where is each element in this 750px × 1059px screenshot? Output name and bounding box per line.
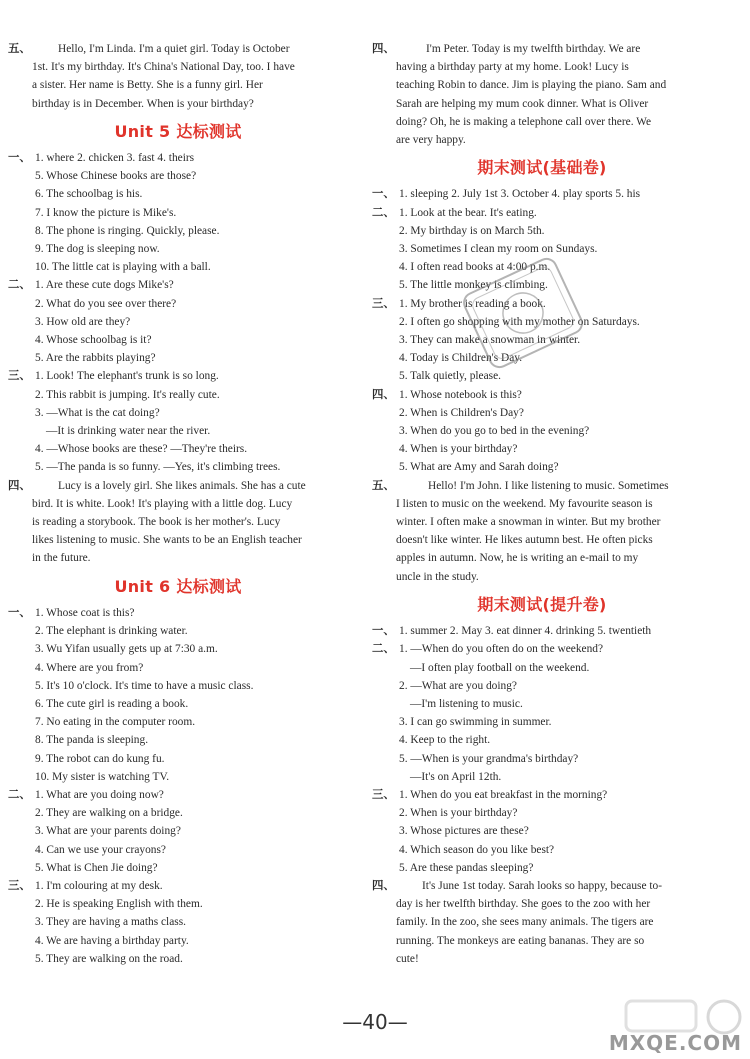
final-adv-group-4 [372, 877, 712, 968]
passage-line: Hello, I'm Linda. I'm a quiet girl. Today is October [58, 43, 290, 55]
passage-line: uncle in the study. [396, 570, 479, 583]
passage-line: are very happy. [396, 134, 466, 147]
unit5-group-1 [8, 149, 348, 276]
answer-line: 2. He is speaking English with them. [35, 898, 203, 911]
group-label: 三、 [8, 370, 31, 383]
answer-line: 4. Today is Children's Day. [399, 352, 523, 365]
group-label: 一、 [8, 606, 31, 619]
answer-line: —It is drinking water near the river. [46, 425, 211, 438]
answer-line: 5. Talk quietly, please. [399, 370, 502, 383]
passage-line: apples in autumn. Now, he is writing an e-mail to my [396, 552, 639, 565]
unit6-title: Unit 6 达标测试 [114, 576, 242, 596]
answer-line: 8. The panda is sleeping. [35, 734, 149, 747]
final-basic-title: 期末测试(基础卷) [477, 158, 607, 178]
answer-line: 1. —When do you often do on the weekend? [399, 643, 604, 656]
group-label: 二、 [8, 279, 31, 292]
group-label: 一、 [372, 625, 395, 638]
passage-line: running. The monkeys are eating bananas. They are so [396, 934, 645, 947]
group-label: 一、 [8, 152, 31, 165]
unit6-group-3 [8, 877, 348, 968]
unit5-group-2 [8, 276, 348, 367]
passage-line: winter. I often make a snowman in winter. But my brother [396, 516, 661, 529]
answer-line: 3. Whose pictures are these? [399, 825, 529, 838]
final-adv-group-2 [372, 640, 712, 786]
page-number: —40— [342, 1010, 408, 1034]
answer-line: 3. How old are they? [35, 315, 131, 328]
answer-line: 1. What are you doing now? [35, 788, 164, 801]
answer-line: 10. The little cat is playing with a ball. [35, 261, 211, 274]
answer-line: 5. What is Chen Jie doing? [35, 861, 158, 874]
answer-line: 1. I'm colouring at my desk. [35, 879, 163, 892]
answer-line: 2. When is your birthday? [399, 807, 518, 820]
answer-line: 3. —What is the cat doing? [35, 406, 160, 419]
answer-line: 2. —What are you doing? [399, 679, 517, 692]
section-label: 五、 [8, 43, 31, 55]
answer-line: —It's on April 12th. [410, 770, 502, 783]
section-5-passage [8, 40, 348, 113]
answer-line: 4. We are having a birthday party. [35, 934, 189, 947]
group-label: 四、 [372, 879, 395, 892]
answer-line: 4. Can we use your crayons? [35, 843, 166, 856]
answer-line: 9. The robot can do kung fu. [35, 752, 165, 765]
answer-line: 1. When do you eat breakfast in the morning? [399, 788, 608, 801]
unit6-group-1 [8, 604, 348, 786]
answer-line: 1. Look at the bear. It's eating. [399, 206, 537, 219]
section-label: 四、 [372, 43, 395, 55]
answer-line: 7. No eating in the computer room. [35, 716, 196, 729]
answer-line: 3. Wu Yifan usually gets up at 7:30 a.m. [35, 643, 218, 656]
answer-line: 4. When is your birthday? [399, 443, 518, 456]
right-column [372, 40, 712, 968]
answer-line: 6. The schoolbag is his. [35, 188, 143, 201]
answer-line: 5. They are walking on the road. [35, 952, 183, 965]
section-4-passage [372, 40, 712, 149]
passage-line: I listen to music on the weekend. My favourite season is [396, 497, 653, 510]
passage-line: It's June 1st today. Sarah looks so happy, because to- [422, 879, 663, 892]
answer-line: 2. My birthday is on March 5th. [399, 224, 545, 237]
passage-line: a sister. Her name is Betty. She is a funny girl. Her [32, 79, 263, 92]
answer-line: 4. I often read books at 4:00 p.m. [399, 261, 551, 274]
passage-line: Sarah are helping my mum cook dinner. What is Oliver [396, 97, 649, 110]
passage-line: doing? Oh, he is making a telephone call over there. We [396, 115, 652, 128]
passage-line: day is her twelfth birthday. She goes to the zoo with her [396, 898, 651, 911]
answer-line: 3. I can go swimming in summer. [399, 716, 552, 729]
unit6-group-2 [8, 786, 348, 877]
passage-line: 1st. It's my birthday. It's China's National Day, too. I have [32, 61, 295, 74]
group-label: 三、 [372, 788, 395, 801]
group-label: 一、 [372, 188, 395, 201]
group-label: 三、 [8, 879, 31, 892]
passage-line: is reading a storybook. The book is her mother's. Lucy [32, 516, 281, 529]
group-label: 三、 [372, 297, 395, 310]
answer-line: 4. Which season do you like best? [399, 843, 555, 856]
answer-line: 2. When is Children's Day? [399, 406, 524, 419]
passage-line: Lucy is a lovely girl. She likes animals. She has a cute [58, 479, 306, 492]
passage-line: family. In the zoo, she sees many animals. The tigers are [396, 916, 654, 929]
group-label: 二、 [8, 788, 31, 801]
answer-line: 8. The phone is ringing. Quickly, please. [35, 224, 220, 237]
group-label: 二、 [372, 206, 395, 219]
answer-line: —I often play football on the weekend. [410, 661, 590, 674]
answer-line: 1. Look! The elephant's trunk is so long. [35, 370, 219, 383]
passage-line: I'm Peter. Today is my twelfth birthday. We are [426, 43, 641, 55]
answer-line: 7. I know the picture is Mike's. [35, 206, 177, 219]
answer-line: 5. Are the rabbits playing? [35, 352, 156, 365]
group-label: 二、 [372, 643, 395, 656]
final-advanced-title: 期末测试(提升卷) [477, 594, 607, 614]
answer-line: 4. —Whose books are these? —They're theirs. [35, 443, 248, 456]
passage-line: in the future. [32, 552, 91, 565]
group-label: 四、 [372, 388, 395, 401]
answer-line: 2. The elephant is drinking water. [35, 625, 188, 638]
passage-line: birthday is in December. When is your birthday? [32, 97, 254, 110]
answer-line: 3. What are your parents doing? [35, 825, 181, 838]
passage-line: teaching Robin to dance. Jim is playing the piano. Sam and [396, 79, 667, 92]
answer-line: 2. They are walking on a bridge. [35, 807, 183, 820]
final-basic-group-4 [372, 386, 712, 477]
answer-line: 5. It's 10 o'clock. It's time to have a music class. [35, 679, 254, 692]
answer-line: 5. Whose Chinese books are those? [35, 170, 197, 183]
answer-line: 3. When do you go to bed in the evening? [399, 425, 590, 438]
answer-line: 5. —When is your grandma's birthday? [399, 752, 579, 765]
unit5-group-4 [8, 477, 348, 568]
passage-line: having a birthday party at my home. Look! Lucy is [396, 61, 629, 74]
passage-line: doesn't like winter. He likes autumn best. He often picks [396, 534, 653, 547]
answer-line: 1. Whose notebook is this? [399, 388, 522, 401]
answer-line: 1. Are these cute dogs Mike's? [35, 279, 174, 292]
group-label: 四、 [8, 479, 31, 492]
answer-line: 3. Sometimes I clean my room on Sundays. [399, 243, 598, 256]
final-basic-group-5 [372, 477, 712, 586]
answer-line: 5. —The panda is so funny. —Yes, it's climbing trees. [35, 461, 281, 474]
left-column [8, 40, 348, 968]
answer-line: 1. Whose coat is this? [35, 606, 135, 619]
watermark-text: MXQE.COM [608, 1031, 742, 1055]
passage-line: cute! [396, 952, 419, 965]
answer-line: 2. I often go shopping with my mother on Saturdays. [399, 315, 640, 328]
answer-line: 1. where 2. chicken 3. fast 4. theirs [35, 152, 195, 165]
passage-line: bird. It is white. Look! It's playing with a little dog. Lucy [32, 497, 293, 510]
answer-line: 5. What are Amy and Sarah doing? [399, 461, 559, 474]
answer-line: 1. sleeping 2. July 1st 3. October 4. play sports 5. his [399, 188, 641, 201]
answer-line: 5. The little monkey is climbing. [399, 279, 548, 292]
final-adv-group-3 [372, 786, 712, 877]
passage-line: likes listening to music. She wants to be an English teacher [32, 534, 302, 547]
passage-line: Hello! I'm John. I like listening to music. Sometimes [428, 479, 669, 492]
answer-line: 1. My brother is reading a book. [399, 297, 546, 310]
unit5-group-3 [8, 367, 348, 476]
answer-line: 4. Whose schoolbag is it? [35, 334, 152, 347]
answer-line: 5. Are these pandas sleeping? [399, 861, 534, 874]
final-basic-group-1 [372, 185, 712, 203]
answer-line: 3. They are having a maths class. [35, 916, 186, 929]
answer-line: 9. The dog is sleeping now. [35, 243, 160, 256]
answer-line: 4. Where are you from? [35, 661, 144, 674]
answer-line: 3. They can make a snowman in winter. [399, 334, 581, 347]
answer-line: 2. What do you see over there? [35, 297, 177, 310]
answer-line: 10. My sister is watching TV. [35, 770, 170, 783]
answer-line: —I'm listening to music. [410, 697, 523, 710]
final-adv-group-1 [372, 622, 712, 640]
group-label: 五、 [372, 479, 395, 492]
answer-line: 4. Keep to the right. [399, 734, 491, 747]
unit5-title: Unit 5 达标测试 [114, 121, 242, 141]
answer-line: 6. The cute girl is reading a book. [35, 697, 189, 710]
answer-line: 1. summer 2. May 3. eat dinner 4. drinking 5. twentieth [399, 625, 652, 638]
answer-line: 2. This rabbit is jumping. It's really cute. [35, 388, 220, 401]
